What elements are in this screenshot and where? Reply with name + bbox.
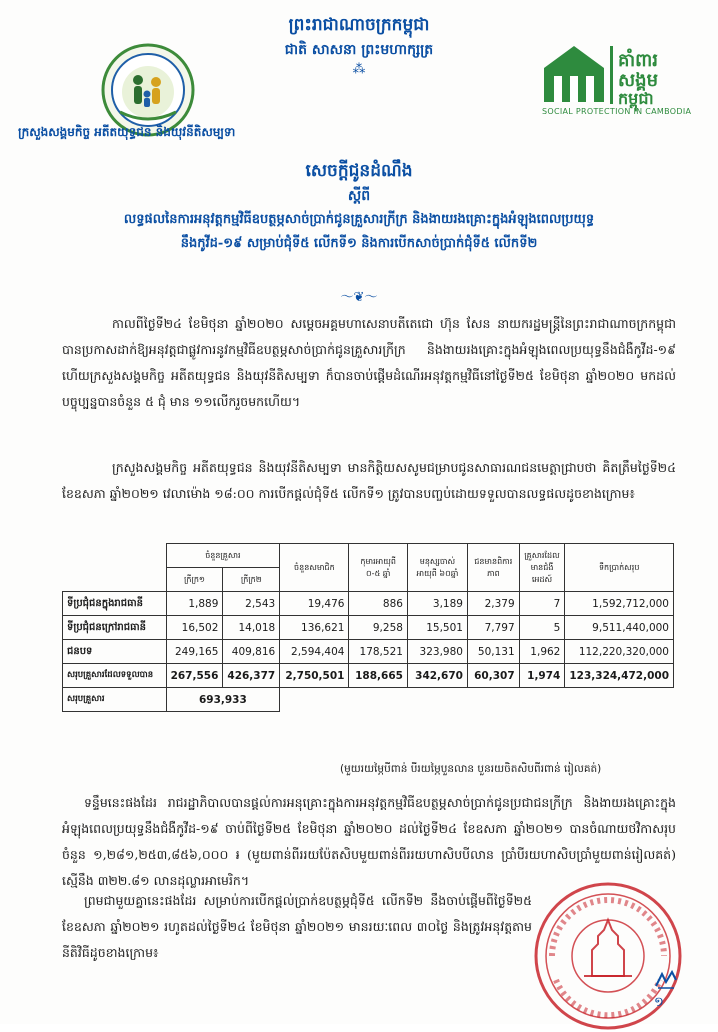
- header-members: ចំនួនសមាជិក: [280, 544, 349, 592]
- cell-amount: 9,511,440,000: [565, 616, 674, 640]
- cell-children: 9,258: [349, 616, 407, 640]
- row-label: ជនបទ: [63, 640, 167, 664]
- table-total-row: [63, 664, 674, 688]
- page-number: ១: [654, 995, 664, 1010]
- cell-hiv: 1,962: [519, 640, 565, 664]
- cell-children: 178,521: [349, 640, 407, 664]
- amount-in-words: (មួយរយម្ភៃបីពាន់ បីរយម្ភៃបួនលាន បួនរយចិតសិបពីរពាន់ រៀលគត់): [340, 763, 602, 775]
- cell-poor1: 1,889: [166, 592, 223, 616]
- cell-amount: 123,324,472,000: [565, 664, 674, 688]
- table-row: [63, 592, 674, 616]
- header-amount: ទឹកប្រាក់សរុប: [565, 544, 674, 592]
- cell-disabled: 7,797: [467, 616, 519, 640]
- cell-amount: 1,592,712,000: [565, 592, 674, 616]
- national-motto: ជាតិ សាសនា ព្រះមហាក្សត្រ: [284, 42, 434, 58]
- table-grand-total-row: [63, 688, 674, 712]
- table-row: [63, 616, 674, 640]
- cell-poor1: 267,556: [166, 664, 223, 688]
- cell-members: 136,621: [280, 616, 349, 640]
- header-children: កុមារអាយុពី ០-៥ ឆ្នាំ: [349, 544, 407, 592]
- cell-members: 2,750,501: [280, 664, 349, 688]
- paragraph-results: ក្រសួងសង្គមកិច្ច អតីតយុទ្ធជន និងយុវនីតិសម្បទា មានកិត្តិយសសូមជម្រាបជូនសាធារណជនមេត្តាជ្រាបថា គិតត្រឹមថ្ងៃទី២៤ ខែឧសភា ឆ្នាំ២០២១ វេលាម៉ោង ១៨:០០ ការបើកផ្តល់ជុំទី៥ លើកទី១ ត្រូវបានបញ្ចប់ដោយទទួលបានលទ្ធផលដូចខាងក្រោម៖: [62, 460, 676, 501]
- table-row: [63, 640, 674, 664]
- cell-elderly: 15,501: [407, 616, 467, 640]
- header-disabled: ជនមានពិការភាព: [467, 544, 519, 592]
- cell-elderly: 342,670: [407, 664, 467, 688]
- cell-poor2: 14,018: [223, 616, 280, 640]
- cell-poor2: 426,377: [223, 664, 280, 688]
- ministry-name: ក្រសួងសង្គមកិច្ច អតីតយុទ្ធជន និងយុវនីតិសម្បទា: [18, 125, 236, 139]
- ornament-icon: ⁂: [352, 62, 366, 77]
- cell-members: 2,594,404: [280, 640, 349, 664]
- social-protection-caption: SOCIAL PROTECTION IN CAMBODIA: [542, 107, 692, 116]
- header-poor2: ក្រីក្រ២: [223, 568, 280, 592]
- cell-elderly: 3,189: [407, 592, 467, 616]
- document-subtitle: ស្តីពី: [347, 188, 371, 204]
- document-title: សេចក្តីជូនដំណឹង: [305, 161, 413, 181]
- cell-elderly: 323,980: [407, 640, 467, 664]
- header-blank: [63, 544, 167, 592]
- cell-poor1: 16,502: [166, 616, 223, 640]
- cell-poor2: 2,543: [223, 592, 280, 616]
- row-label: ទីប្រជុំជនក្នុងរាជធានី: [63, 592, 167, 616]
- paragraph-intro: កាលពីថ្ងៃទី២៤ ខែមិថុនា ឆ្នាំ២០២០ សម្តេចអគ្គមហាសេនាបតីតេជោ ហ៊ុន សែន នាយករដ្ឋមន្ត្រីនៃព្រះរាជាណាចក្រកម្ពុជា បានប្រកាសដាក់ឱ្យអនុវត្តជាផ្លូវការនូវកម្មវិធីឧបត្ថម្ភសាច់ប្រាក់ជូនគ្រួសារក្រីក្រ និងងាយរងគ្រោះក្នុងអំឡុងពេលប្រយុទ្ធនឹងជំងឺកូវីដ-១៩ ហើយក្រសួងសង្គមកិច្ច អតីតយុទ្ធជន និងយុវនីតិសម្បទា ក៏បានចាប់ផ្តើមដំណើរអនុវត្តកម្មវិធីនៅថ្ងៃទី២៥ ខែមិថុនា ឆ្នាំ២០២០ មកដល់បច្ចុប្បន្នបានចំនួន ៥ ជុំ មាន ១១លើករួចមកហើយ។: [62, 316, 676, 409]
- subject-line-2: នឹងកូវីដ-១៩ សម្រាប់ជុំទី៥ លើកទី១ និងការបើកសាច់ប្រាក់ជុំទី៥ លើកទី២: [180, 236, 538, 251]
- header-households: ចំនួនគ្រួសារ: [166, 544, 280, 568]
- cell-poor2: 409,816: [223, 640, 280, 664]
- header-elderly: មនុស្សចាស់អាយុពី ៦០ឆ្នាំ: [407, 544, 467, 592]
- cell-poor1: 249,165: [166, 640, 223, 664]
- cell-disabled: 2,379: [467, 592, 519, 616]
- document-subject: [30, 208, 688, 256]
- svg-text:កម្ពុជា: កម្ពុជា: [618, 89, 654, 108]
- cell-hiv: 1,974: [519, 664, 565, 688]
- svg-text:គាំពារ: គាំពារ: [618, 50, 658, 71]
- cell-children: 188,665: [349, 664, 407, 688]
- grand-total-value: 693,933: [166, 688, 280, 712]
- row-label: ទីប្រជុំជនក្រៅរាជធានី: [63, 616, 167, 640]
- subject-line-1: លទ្ធផលនៃការអនុវត្តកម្មវិធីឧបត្ថម្ភសាច់ប្រាក់ជូនគ្រួសារក្រីក្រ និងងាយរងគ្រោះក្នុងអំឡុងពេលប្រយុទ្ធ: [123, 212, 595, 227]
- paragraph-next-round: ព្រមជាមួយគ្នានេះផងដែរ សម្រាប់ការបើកផ្តល់ប្រាក់ឧបត្ថម្ភជុំទី៥ លើកទី២ នឹងចាប់ផ្តើមពីថ្ងៃទី២៥ ខែឧសភា ឆ្នាំ២០២១ រហូតដល់ថ្ងៃទី២៤ ខែមិថុនា ឆ្នាំ២០២១ មានរយៈពេល ៣០ថ្ងៃ និងត្រូវអនុវត្តតាមនីតិវិធីដូចខាងក្រោម៖: [62, 893, 532, 960]
- signature-mark-icon: [652, 968, 680, 992]
- header-hiv: គ្រួសារដែលមានជំងឺអេដស៍: [519, 544, 565, 592]
- table-header-row: [63, 544, 674, 568]
- cell-children: 886: [349, 592, 407, 616]
- grand-total-label: សរុបគ្រួសារ: [63, 688, 167, 712]
- cell-disabled: 60,307: [467, 664, 519, 688]
- paragraph-budget: ទន្ទឹមនេះផងដែរ រាជរដ្ឋាភិបាលបានផ្តល់ការអនុគ្រោះក្នុងការអនុវត្តកម្មវិធីឧបត្ថម្ភសាច់ប្រាក់ជូនប្រជាជនក្រីក្រ និងងាយរងគ្រោះក្នុងអំឡុងពេលប្រយុទ្ធនឹងជំងឺកូវីដ-១៩ ចាប់ពីថ្ងៃទី២៥ ខែមិថុនា ឆ្នាំ២០២០ ដល់ថ្ងៃទី២៤ ខែឧសភា ឆ្នាំ២០២១ បានចំណាយថវិកាសរុបចំនួន ១,២៨១,២៥៣,៨៥៦,០០០ ៛ (មួយពាន់ពីររយប៉ែតសិបមួយពាន់ពីររយហាសិបបីលាន ប្រាំបីរយហាសិបប្រាំមួយពាន់រៀលគត់) ស្មើនឹង ៣២២.៨១ លានដុល្លារអាមេរិក។: [62, 795, 676, 888]
- cell-hiv: 5: [519, 616, 565, 640]
- header-poor1: ក្រីក្រ១: [166, 568, 223, 592]
- divider-ornament-icon: 〜❦〜: [340, 290, 378, 305]
- kingdom-heading: ព្រះរាជាណាចក្រកម្ពុជា: [288, 15, 430, 35]
- svg-text:សង្គម: សង្គម: [618, 70, 658, 91]
- results-table: [62, 543, 674, 712]
- cell-amount: 112,220,320,000: [565, 640, 674, 664]
- empty-cell: [280, 688, 674, 712]
- row-label: សរុបគ្រួសារដែលទទួលបាន: [63, 664, 167, 688]
- cell-members: 19,476: [280, 592, 349, 616]
- cell-hiv: 7: [519, 592, 565, 616]
- cell-disabled: 50,131: [467, 640, 519, 664]
